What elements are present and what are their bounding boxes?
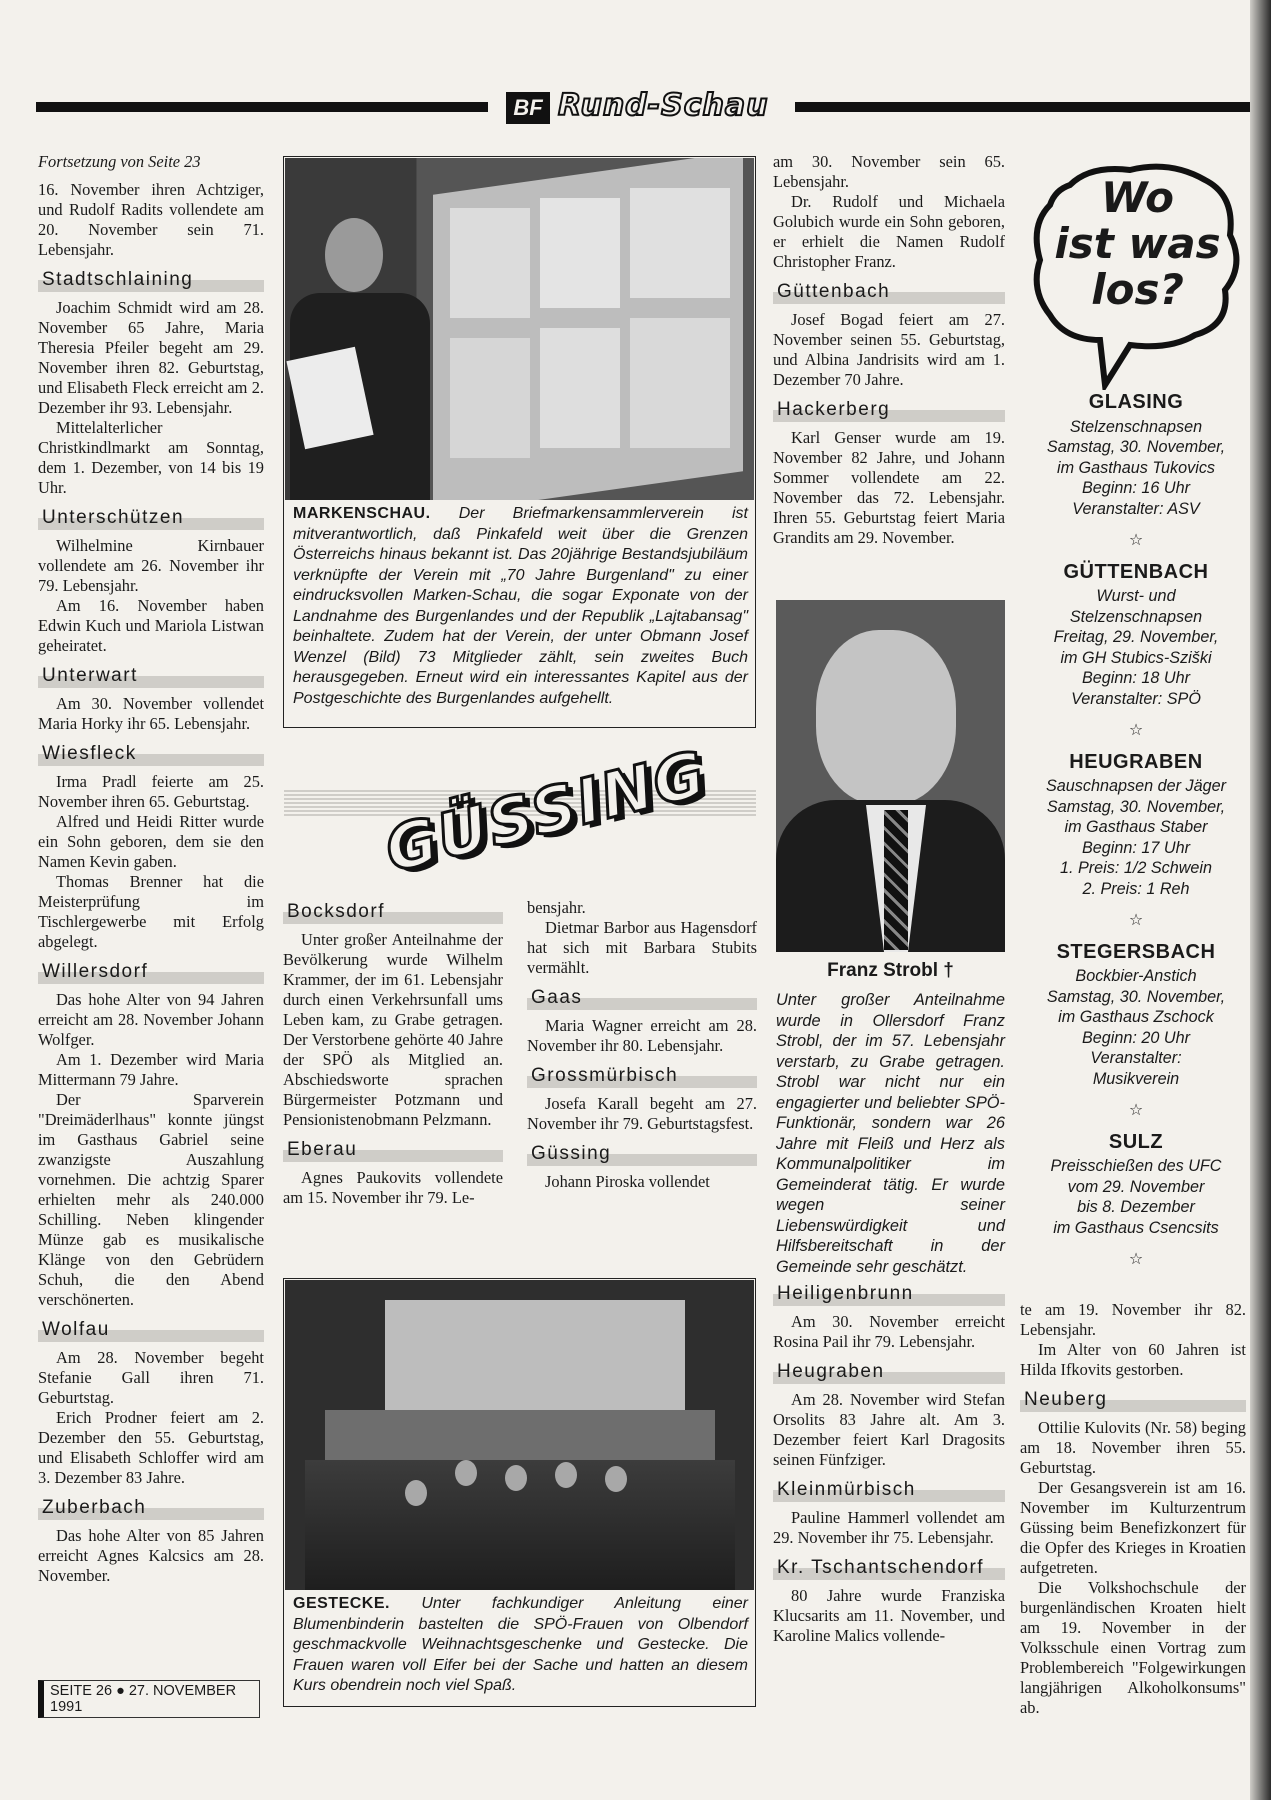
heading-neuberg: Neuberg (1020, 1388, 1246, 1412)
article-text: Mittelalterlicher Christkindlmarkt am Sonntag, dem 1. Dezember, von 14 bis 19 Uhr. (38, 418, 264, 497)
bubble-line: Wo (1101, 173, 1174, 222)
person-face (605, 1466, 627, 1492)
event-line: Beginn: 18 Uhr (1082, 669, 1190, 687)
event-line: vom 29. November (1067, 1177, 1205, 1196)
article-text: Der Gesangsverein ist am 16. November im Kulturzentrum Güssing beim Benefizkonzert für die Opfer des Krieges in Kroatien aufgetreten. (1020, 1478, 1246, 1577)
heading-stadtschlaining: Stadtschlaining (38, 268, 264, 292)
event-line: Freitag, 29. November, (1053, 628, 1219, 646)
event-line: 2. Preis: 1 Reh (1082, 879, 1190, 898)
heading-wolfau: Wolfau (38, 1318, 264, 1342)
portrait-tie (884, 810, 908, 950)
masthead-rule-left (36, 102, 488, 112)
event-line: im Gasthaus Csencsits (1053, 1218, 1219, 1237)
article-text: Karl Genser wurde am 19. November 82 Jahre, und Johann Sommer vollendete am 22. November das 72. Lebensjahr. Ihren 55. Geburtstag feiert Maria Grandits am 29. November. (773, 428, 1005, 547)
heading-willersdorf: Willersdorf (38, 960, 264, 984)
article-text: Am 1. Dezember wird Maria Mittermann 79 Jahre. (38, 1050, 264, 1089)
person-face (555, 1462, 577, 1488)
article-text: Maria Wagner erreicht am 28. November ihr 80. Lebensjahr. (527, 1016, 757, 1055)
event-line: Beginn: 20 Uhr (1082, 1028, 1190, 1047)
events-list (1025, 382, 1247, 1277)
event-line: im Gasthaus Tukovics (1056, 458, 1216, 477)
article-text: Irma Pradl feierte am 25. November ihren 65. Geburtstag. (38, 772, 264, 811)
page-footer: SEITE 26 ● 27. NOVEMBER 1991 (38, 1680, 260, 1718)
heading-kr-tschantschendorf: Kr. Tschantschendorf (773, 1556, 1005, 1580)
event-line: im GH Stubics-Sziški (1060, 648, 1212, 667)
article-text: 16. November ihren Achtziger, und Rudolf Radits vollendete am 20. November sein 71. Lebensjahr. (38, 180, 264, 259)
person-face (455, 1460, 477, 1486)
exhibit-panel (540, 198, 620, 308)
event-line: Musikverein (1092, 1069, 1180, 1088)
separator-star: ☆ (1128, 1102, 1144, 1119)
event-line: Beginn: 16 Uhr (1082, 479, 1190, 497)
exhibit-panel (540, 328, 620, 448)
caption-text: Der Briefmarkensammlerverein ist mitverantwortlich, daß Pinkafeld weit über die Grenzen Österreichs hinaus bekannt ist. Das 20jährige Bestandsjubiläum verknüpfte der Verein mit „70 Jahre Burgenland" zu einer eindrucksvollen Marken-Schau, die sogar Exponate von der Landnahme des Burgenlandes und der Republik „Lajtabansag" beinhaltete. Zudem hat der Verein, der unter Obmann Josef Wenzel (Bild) 73 Mitglieder zählt, sein zweites Buch herausgegeben. Erneut wird ein interessantes Kapitel aus der Postgeschichte des Burgenlandes aufgehellt. (293, 505, 748, 707)
bubble-text (1040, 175, 1235, 313)
bubble-line: los? (1091, 265, 1184, 314)
event-line: Veranstalter: (1090, 1049, 1182, 1067)
heading-bocksdorf: Bocksdorf (283, 900, 503, 924)
article-text: Das hohe Alter von 94 Jahren erreicht am 28. November Johann Wolfger. (38, 990, 264, 1049)
obituary-text: Unter großer Anteilnahme wurde in Ollersdorf Franz Strobl, der im 57. Lebensjahr verstarb, zu Grabe getragen. Strobl war nicht nur ein engagierter und beliebter SPÖ-Funktionär, sondern war 26 Jahre mit Fleiß und Herz als Kommunalpolitiker im Gemeinderat tätig. Er wurde wegen seiner Liebenswürdigkeit und Hilfsbereitschaft in der Gemeinde sehr geschätzt. (776, 991, 1005, 1276)
heading-unterwart: Unterwart (38, 664, 264, 688)
event-line: Wurst- und (1096, 587, 1176, 605)
separator-star: ☆ (1128, 722, 1144, 739)
event-line: Samstag, 30. November, (1046, 797, 1226, 816)
event-line: im Gasthaus Staber (1064, 818, 1208, 836)
event-line: Veranstalter: SPÖ (1071, 689, 1201, 708)
article-text: Am 28. November wird Stefan Orsolits 83 Jahre alt. Am 3. Dezember feiert Karl Dragosits seinen Fünfziger. (773, 1390, 1005, 1469)
article-text: Unter großer Anteilnahme der Bevölkerung wurde Wilhelm Krammer, der im 61. Lebensjahr durch einen Verkehrsunfall ums Leben kam, zu Grabe getragen. Der Verstorbene gehörte 40 Jahre der SPÖ als Mitglied an. Abschiedsworte sprachen Bürgermeister Potzmann und Pensionistenobmann Pelzmann. (283, 930, 503, 1129)
article-text: Die Volkshochschule der burgenländischen Kroaten hielt am 19. November in der Volksschule einen Vortrag zum Problembereich "Folgewirkungen langjährigen Alkoholkonsums" ab. (1020, 1578, 1246, 1717)
column-4-lower (773, 1282, 1005, 1646)
heading-kleinmuerbisch: Kleinmürbisch (773, 1478, 1005, 1502)
event-place: STEGERSBACH (1056, 940, 1216, 963)
article-text: 80 Jahre wurde Franziska Klucsarits am 11. November, und Karoline Malics vollende- (773, 1586, 1005, 1645)
event-place: GÜTTENBACH (1063, 560, 1209, 583)
article-text: Josef Bogad feiert am 27. November seinen 55. Geburtstag, und Albina Jandrisits wird am 1. Dezember 70 Jahre. (773, 310, 1005, 389)
heading-guessing: Güssing (527, 1142, 757, 1166)
caption-lead: MARKENSCHAU. (293, 505, 431, 522)
article-text: Im Alter von 60 Jahren ist Hilda Ifkovits gestorben. (1020, 1340, 1246, 1379)
event-line: Veranstalter: ASV (1072, 499, 1200, 518)
article-text: Wilhelmine Kirnbauer vollendete am 26. November ihr 79. Lebensjahr. (38, 536, 264, 595)
article-text: Erich Prodner feiert am 2. Dezember den 55. Geburtstag, und Elisabeth Schloffer wird am 3. Dezember 83 Jahre. (38, 1408, 264, 1487)
heading-zuberbach: Zuberbach (38, 1496, 264, 1520)
column-3 (527, 898, 757, 1192)
article-text: Dietmar Barbor aus Hagensdorf hat sich mit Barbara Stubits vermählt. (527, 918, 757, 977)
heading-grossmuerbisch: Grossmürbisch (527, 1064, 757, 1088)
section-title: GÜSSING (378, 736, 715, 887)
obituary-name: Franz Strobl † (827, 960, 954, 981)
article-text: Am 16. November haben Edwin Kuch und Mariola Listwan geheiratet. (38, 596, 264, 655)
article-text: Am 30. November vollendet Maria Horky ihr 65. Lebensjahr. (38, 694, 264, 733)
heading-wiesfleck: Wiesfleck (38, 742, 264, 766)
event-line: im Gasthaus Zschock (1058, 1008, 1214, 1026)
article-text: Agnes Paukovits vollendete am 15. November ihr 79. Le- (283, 1168, 503, 1207)
event-line: Beginn: 17 Uhr (1082, 838, 1190, 857)
column-5 (1020, 1300, 1246, 1718)
heading-unterschuetzen: Unterschützen (38, 506, 264, 530)
article-text: am 30. November sein 65. Lebensjahr. (773, 152, 1005, 191)
person-face (505, 1465, 527, 1491)
event-line: Sauschnapsen der Jäger (1046, 777, 1226, 795)
exhibit-panel (450, 338, 530, 458)
separator-star: ☆ (1128, 912, 1144, 929)
obituary-photo (776, 600, 1005, 952)
event-line: Preisschießen des UFC (1050, 1157, 1222, 1175)
article-text: Ottilie Kulovits (Nr. 58) beging am 18. November ihren 55. Geburtstag. (1020, 1418, 1246, 1477)
event-place: HEUGRABEN (1069, 750, 1203, 773)
masthead-logo (506, 92, 550, 124)
exhibit-panel (450, 208, 530, 318)
caption-text: Unter fachkundiger Anleitung einer Blumenbinderin bastelten die SPÖ-Frauen von Olbendorf geschmackvolle Weihnachtsgeschenke und Gestecke. Die Frauen waren voll Eifer bei der Sache und hatten an diesem Kurs obendrein noch viel Spaß. (293, 1595, 749, 1694)
heading-heugraben: Heugraben (773, 1360, 1005, 1384)
article-text: Pauline Hammerl vollendet am 29. November ihr 75. Lebensjahr. (773, 1508, 1005, 1547)
event-line: Stelzenschnapsen (1069, 607, 1203, 626)
heading-heiligenbrunn: Heiligenbrunn (773, 1282, 1005, 1306)
article-text: Josefa Karall begeht am 27. November ihr 79. Geburtstagsfest. (527, 1094, 757, 1133)
exhibit-panel (630, 318, 730, 448)
masthead-rule-right (795, 102, 1250, 112)
event-line: Stelzenschnapsen (1069, 417, 1203, 436)
heading-hackerberg: Hackerberg (773, 398, 1005, 422)
column-2 (283, 900, 503, 1208)
separator-star: ☆ (1128, 532, 1144, 549)
article-text: te am 19. November ihr 82. Lebensjahr. (1020, 1300, 1246, 1339)
event-place: SULZ (1108, 1130, 1164, 1153)
event-line: Samstag, 30. November, (1046, 987, 1226, 1006)
article-text: Am 30. November erreicht Rosina Pail ihr 79. Lebensjahr. (773, 1312, 1005, 1351)
man-head (325, 218, 383, 292)
portrait-face (816, 630, 956, 805)
event-line: 1. Preis: 1/2 Schwein (1059, 859, 1213, 877)
separator-star: ☆ (1128, 1251, 1144, 1268)
article-text: Das hohe Alter von 85 Jahren erreicht Agnes Kalcsics am 28. November. (38, 1526, 264, 1585)
article-text: Joachim Schmidt wird am 28. November 65 Jahre, Maria Theresia Pfeiler begeht am 29. November ihren 82. Geburtstag, und Elisabeth Fleck erreicht am 2. Dezember ihr 93. Lebensjahr. (38, 298, 264, 417)
person-face (405, 1480, 427, 1506)
continuation-note: Fortsetzung von Seite 23 (38, 152, 201, 171)
event-line: bis 8. Dezember (1077, 1198, 1195, 1216)
masthead-logo-text: BF (513, 95, 543, 120)
exhibit-panel (630, 188, 730, 298)
article-text: Am 28. November begeht Stefanie Gall ihren 71. Geburtstag. (38, 1348, 264, 1407)
bubble-line: ist was (1054, 219, 1221, 268)
gestecke-photo (285, 1280, 754, 1590)
heading-guettenbach: Güttenbach (773, 280, 1005, 304)
column-4 (773, 152, 1005, 548)
caption-lead: GESTECKE. (293, 1595, 390, 1612)
article-text: Johann Piroska vollendet (545, 1172, 710, 1191)
column-1 (38, 152, 264, 1586)
article-text: Dr. Rudolf und Michaela Golubich wurde ein Sohn geboren, er erhielt die Namen Rudolf Christopher Franz. (773, 192, 1005, 271)
heading-eberau: Eberau (283, 1138, 503, 1162)
article-text: Der Sparverein "Dreimäderlhaus" konnte jüngst im Gasthaus Gabriel seine zwanzigste Auszahlung vornehmen. Die achtzig Sparer erhielten mehr als 240.000 Schilling. Neben klingender Münze gab es musikalische Klänge von den Gebrüdern Schuh, die den Abend verschönerten. (38, 1090, 264, 1309)
event-line: Bockbier-Anstich (1075, 967, 1197, 985)
event-place: GLASING (1088, 391, 1184, 413)
article-text: Thomas Brenner hat die Meisterprüfung im Tischlergewerbe mit Erfolg abgelegt. (38, 872, 264, 951)
heading-gaas: Gaas (527, 986, 757, 1010)
markenschau-caption (293, 504, 748, 709)
markenschau-photo (285, 158, 754, 500)
gestecke-caption (293, 1594, 748, 1697)
page-edge-shadow (1250, 0, 1271, 1800)
article-text: bensjahr. (527, 898, 586, 917)
masthead-title: Rund-Schau (558, 88, 769, 123)
event-line: Samstag, 30. November, (1046, 438, 1226, 456)
article-text: Alfred und Heidi Ritter wurde ein Sohn geboren, dem sie den Namen Kevin gaben. (38, 812, 264, 871)
